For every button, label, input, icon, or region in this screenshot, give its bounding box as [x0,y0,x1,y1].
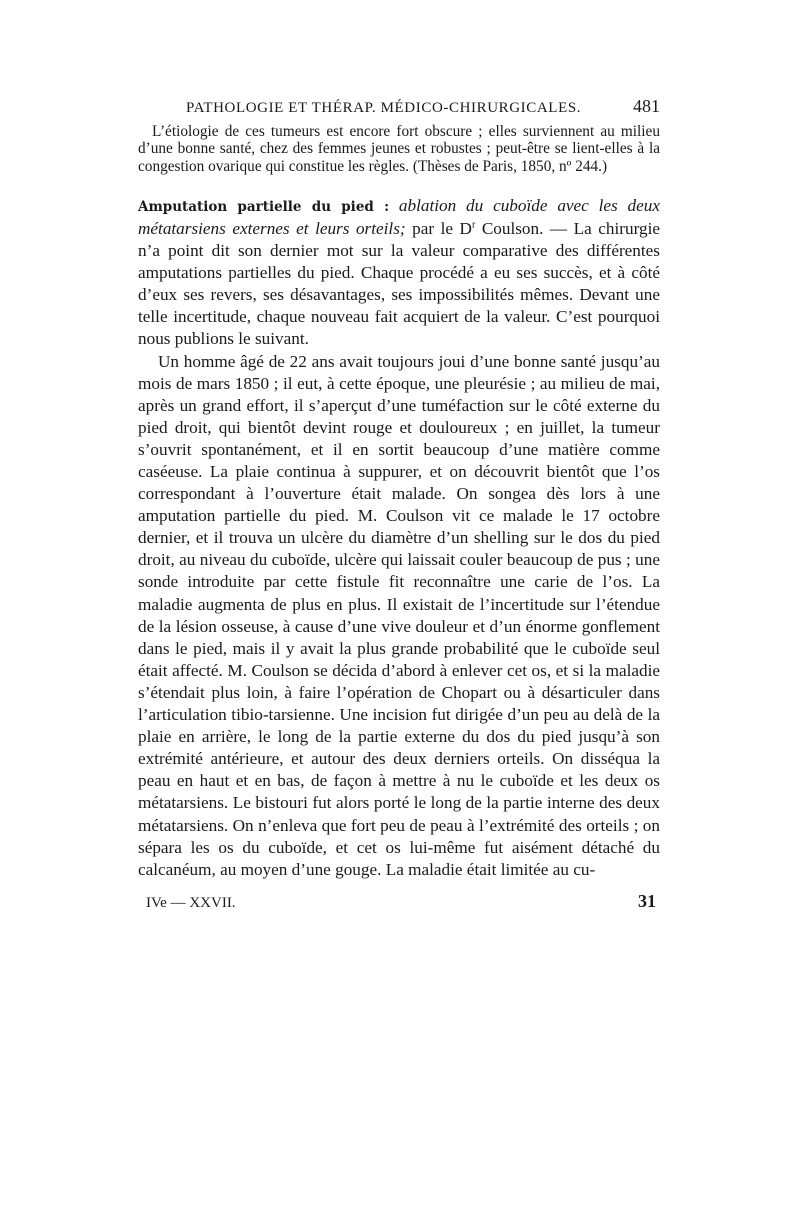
section-text: Coulson. — La chirurgie n’a point dit son dernier mot sur la valeur comparative des différentes amputations partielles du pied. Chaque procédé a eu ses succès, et à côté d’eux ses revers, ses désavantages, ses impossibilités mêmes. Devant une telle incertitude, chaque nouveau fait acquiert de la valeur. C’est pourquoi nous publions le suivant. [138,218,661,349]
page-footer [138,891,660,912]
signature-mark: IVe — XXVII. [146,894,236,911]
byline-pre: par le D [412,218,472,238]
body-paragraph: Un homme âgé de 22 ans avait toujours joui d’une bonne santé jusqu’au mois de mars 1850 ; il eut, à cette époque, une pleurésie ; au milieu de mai, après un grand effort, il s’aperçut d’une tuméfaction sur le côté externe du pied droit, qui bientôt devint rouge et douloureux ; en juillet, la tumeur s’ouvrit spontanément, et il en sortit beaucoup d’une matière comme caséeuse. La plaie continua à suppurer, et on découvrit bientôt que l’os correspondant à l’ouverture était malade. On songea dès lors à une amputation partielle du pied. M. Coulson vit ce malade le 17 octobre dernier, et il trouva un ulcère du diamètre d’un shelling sur le dos du pied droit, au niveau du cuboïde, ulcère qui laissait couler beaucoup de pus ; une sonde introduite par cette fistule fit reconnaître une carie de l’os. La maladie augmenta de plus en plus. Il existait de l’incertitude sur l’étendue de la lésion osseuse, à cause d’une vive douleur et d’un énorme gonflement dans le pied, mais il y avait la plus grande probabilité que le cuboïde seul était affecté. M. Coulson se décida d’abord à enlever cet os, et si la maladie s’étendait plus loin, à faire l’opération de Chopart ou à désarticuler dans l’articulation tibio-tarsienne. Une incision fut dirigée d’un peu au delà de la plaie en arrière, le long de la partie externe du dos du pied jusqu’à son extrémité antérieure, et autour des deux derniers orteils. On disséqua la peau en haut et en bas, de façon à mettre à nu le cuboïde et les deux os métatarsiens. Le bistouri fut alors porté le long de la partie interne des deux métatarsiens. On n’enleva que fort peu de peau à l’extrémité des orteils ; on sépara les os du cuboïde, et cet os lui-même fut aisément détaché du calcanéum, au moyen d’une gouge. La maladie était limitée au cu- [138,351,660,879]
page [138,96,660,912]
byline-sup: r [471,219,476,231]
sheet-number: 31 [638,890,656,911]
section-title: Amputation partielle du pied : [138,198,390,215]
running-title: PATHOLOGIE ET THÉRAP. MÉDICO-CHIRURGICALES. [186,100,582,116]
running-header [186,96,660,117]
section-paragraph [138,195,660,351]
section-subtitle: ablation du cuboïde avec les deux métatarsiens externes et leurs orteils; [138,195,661,238]
intro-paragraph: L’étiologie de ces tumeurs est encore fort obscure ; elles surviennent au milieu d’une bonne santé, chez des femmes jeunes et robustes ; peut-être se lient-elles à la congestion ovarique qui constitue les règles. (Thèses de Paris, 1850, nº 244.) [138,123,660,175]
page-number: 481 [633,96,660,116]
